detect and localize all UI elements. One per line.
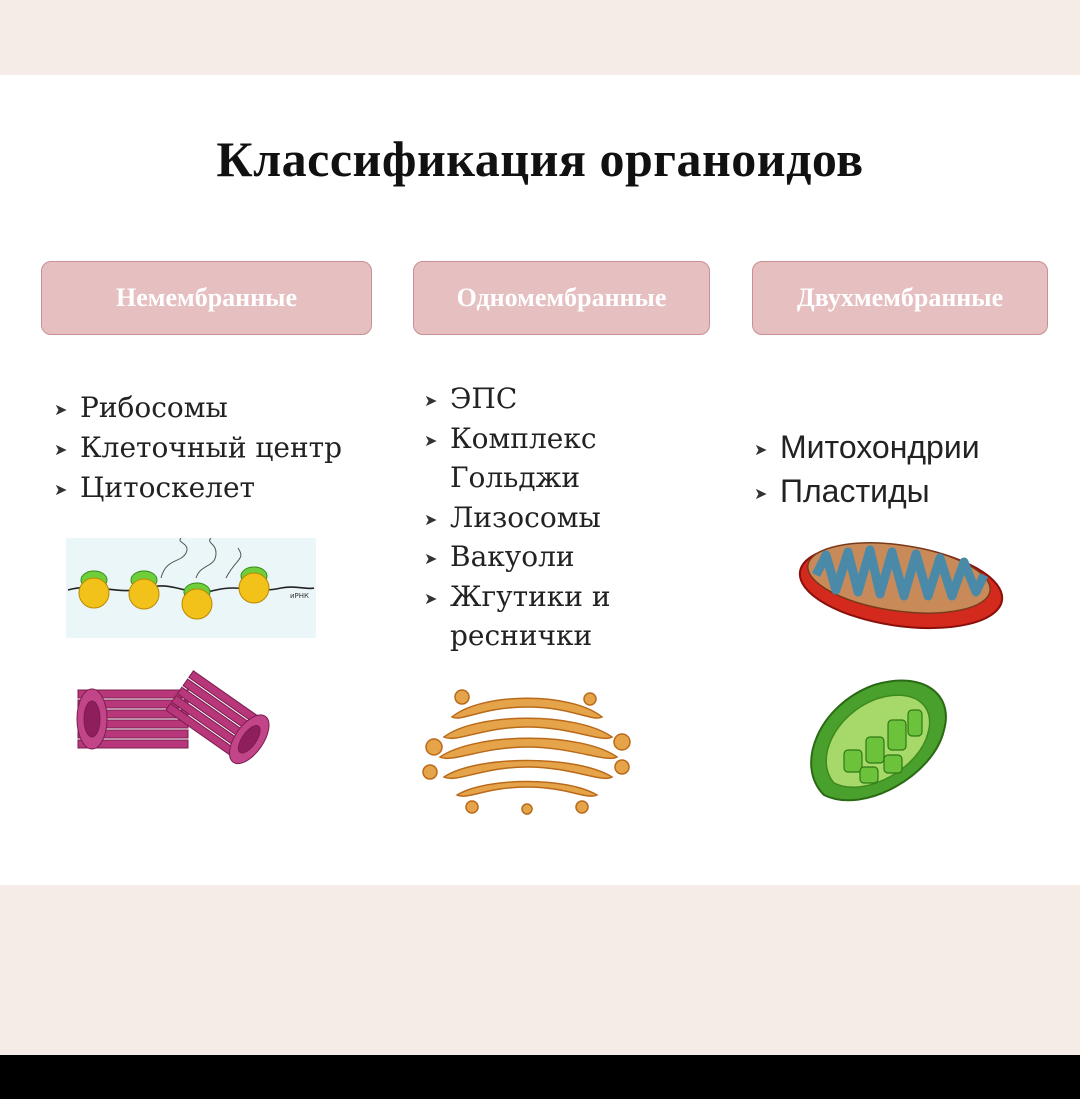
category-nonmembrane: Немембранные	[41, 261, 372, 335]
bullet-icon: ➤	[424, 549, 438, 568]
centriole-illustration	[70, 670, 270, 775]
ribosome	[182, 583, 212, 619]
bullet-icon: ➤	[424, 391, 438, 410]
list-item: ➤ Митохондрии	[754, 425, 980, 469]
bullet-icon: ➤	[754, 486, 768, 503]
ribosome	[239, 567, 269, 603]
mitochondrion-illustration	[796, 530, 1006, 635]
nonmembrane-list	[54, 388, 342, 508]
mrna-label: иРНК	[290, 592, 310, 600]
list-item: ➤ Рибосомы	[54, 388, 342, 428]
category-double-membrane: Двухмембранные	[752, 261, 1048, 335]
list-item: ➤ Вакуоли	[424, 537, 724, 577]
ribosome	[129, 571, 159, 609]
chloroplast-illustration	[804, 675, 954, 810]
system-bar	[0, 1055, 1080, 1099]
bullet-icon: ➤	[754, 442, 768, 459]
bullet-icon: ➤	[54, 400, 68, 419]
bullet-icon: ➤	[424, 509, 438, 529]
bullet-icon: ➤	[54, 480, 68, 499]
single-membrane-list	[424, 379, 724, 656]
double-membrane-list	[754, 425, 980, 513]
bullet-icon: ➤	[424, 430, 438, 450]
bullet-icon: ➤	[54, 440, 68, 459]
list-item: ➤ Пластиды	[754, 469, 980, 513]
list-item: ➤ ЭПС	[424, 379, 724, 419]
slide	[0, 75, 1080, 885]
list-item: ➤ Лизосомы	[424, 498, 724, 538]
ribosomes-illustration	[66, 538, 316, 638]
top-band	[0, 0, 1080, 75]
list-item-continuation: реснички	[450, 619, 593, 652]
list-item: ➤ Жгутики и	[424, 577, 724, 617]
list-item: ➤ Клеточный центр	[54, 428, 342, 468]
list-item: ➤ Комплекс Гольджи	[424, 421, 597, 494]
bottom-band	[0, 885, 1080, 1055]
slide-title: Классификация органоидов	[216, 131, 864, 187]
list-item: ➤ Цитоскелет	[54, 468, 342, 508]
bullet-icon: ➤	[424, 588, 438, 608]
ribosome	[79, 571, 109, 608]
golgi-illustration	[422, 687, 632, 817]
category-single-membrane: Одномембранные	[413, 261, 710, 335]
